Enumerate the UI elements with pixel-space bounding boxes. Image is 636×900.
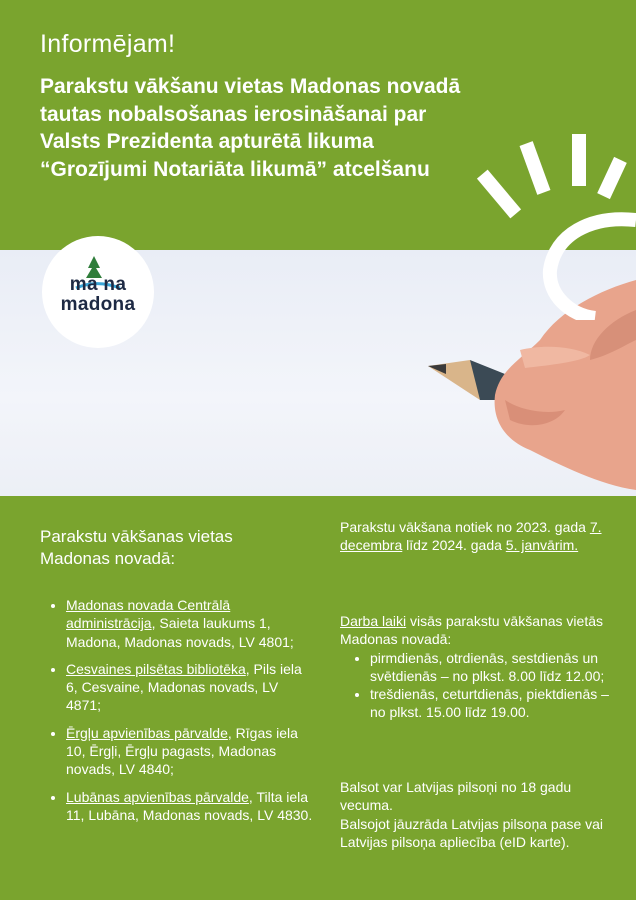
locations-heading: Parakstu vākšanas vietas Madonas novadā: [40,527,233,568]
location-link[interactable]: Cesvaines pilsētas bibliotēka [66,660,246,677]
hours-list [340,649,610,722]
list-item: • trešdienās, ceturtdienās, piektdienās – no plkst. 15.00 līdz 19.00. [370,685,610,722]
location-link[interactable]: Ērgļu apvienības pārvalde [66,724,228,741]
logo-line2: madona [60,294,136,315]
hours-link[interactable]: Darba laiki [340,613,407,629]
logo-line1: ma na [69,274,127,295]
end-date-link[interactable]: 5. janvārim. [505,537,579,554]
list-item: • pirmdienās, otrdienās, sestdienās un svētdienās – no plkst. 8.00 līdz 12.00; [370,649,610,686]
hours-intro [340,612,610,649]
period-part: līdz 2024. gada [402,537,506,554]
info-section [0,496,636,900]
vote-line: Balsojot jāuzrāda Latvijas pilsoņa pase vai Latvijas pilsoņa apliecība (eID karte). [340,815,604,850]
list-item [66,660,316,715]
location-link[interactable]: Lubānas apvienības pārvalde [66,788,249,805]
kicker: Informējam! [40,30,176,58]
location-address: , Tilta iela 11, Lubāna, Madonas novads, LV 4830. [66,788,313,823]
locations-list [46,596,316,833]
list-item [66,724,316,779]
location-address: , Pils iela 6, Cesvaine, Madonas novads, LV 4871; [66,660,302,714]
period-part: Parakstu vākšana notiek no 2023. gada [340,519,590,535]
madona-logo [42,236,154,348]
sun-rays-graphic [470,120,636,320]
vote-line: Balsot var Latvijas pilsoņi no 18 gadu vecuma. [340,779,572,814]
working-hours [340,612,610,722]
list-item [66,788,316,825]
period-text [340,518,610,555]
start-date-link[interactable]: 7. decembra [340,519,602,554]
eligibility-text [340,778,610,851]
hours-intro-text: visās parakstu vākšanas vietās Madonas novadā: [340,613,604,648]
list-item [66,596,316,651]
location-link[interactable]: Madonas novada Centrālā administrācija [66,597,231,632]
page-title: Parakstu vākšanu vietas Madonas novadā tautas nobalsošanas ierosināšanai par Valsts Prezidenta apturētā likuma “Grozījumi Notariāta likumā” atcelšanu [40,75,461,181]
location-address: , Rīgas iela 10, Ērgļi, Ērgļu pagasts, Madonas novads, LV 4840; [66,724,298,778]
location-address: , Saieta laukums 1, Madona, Madonas novads, LV 4801; [66,615,294,650]
